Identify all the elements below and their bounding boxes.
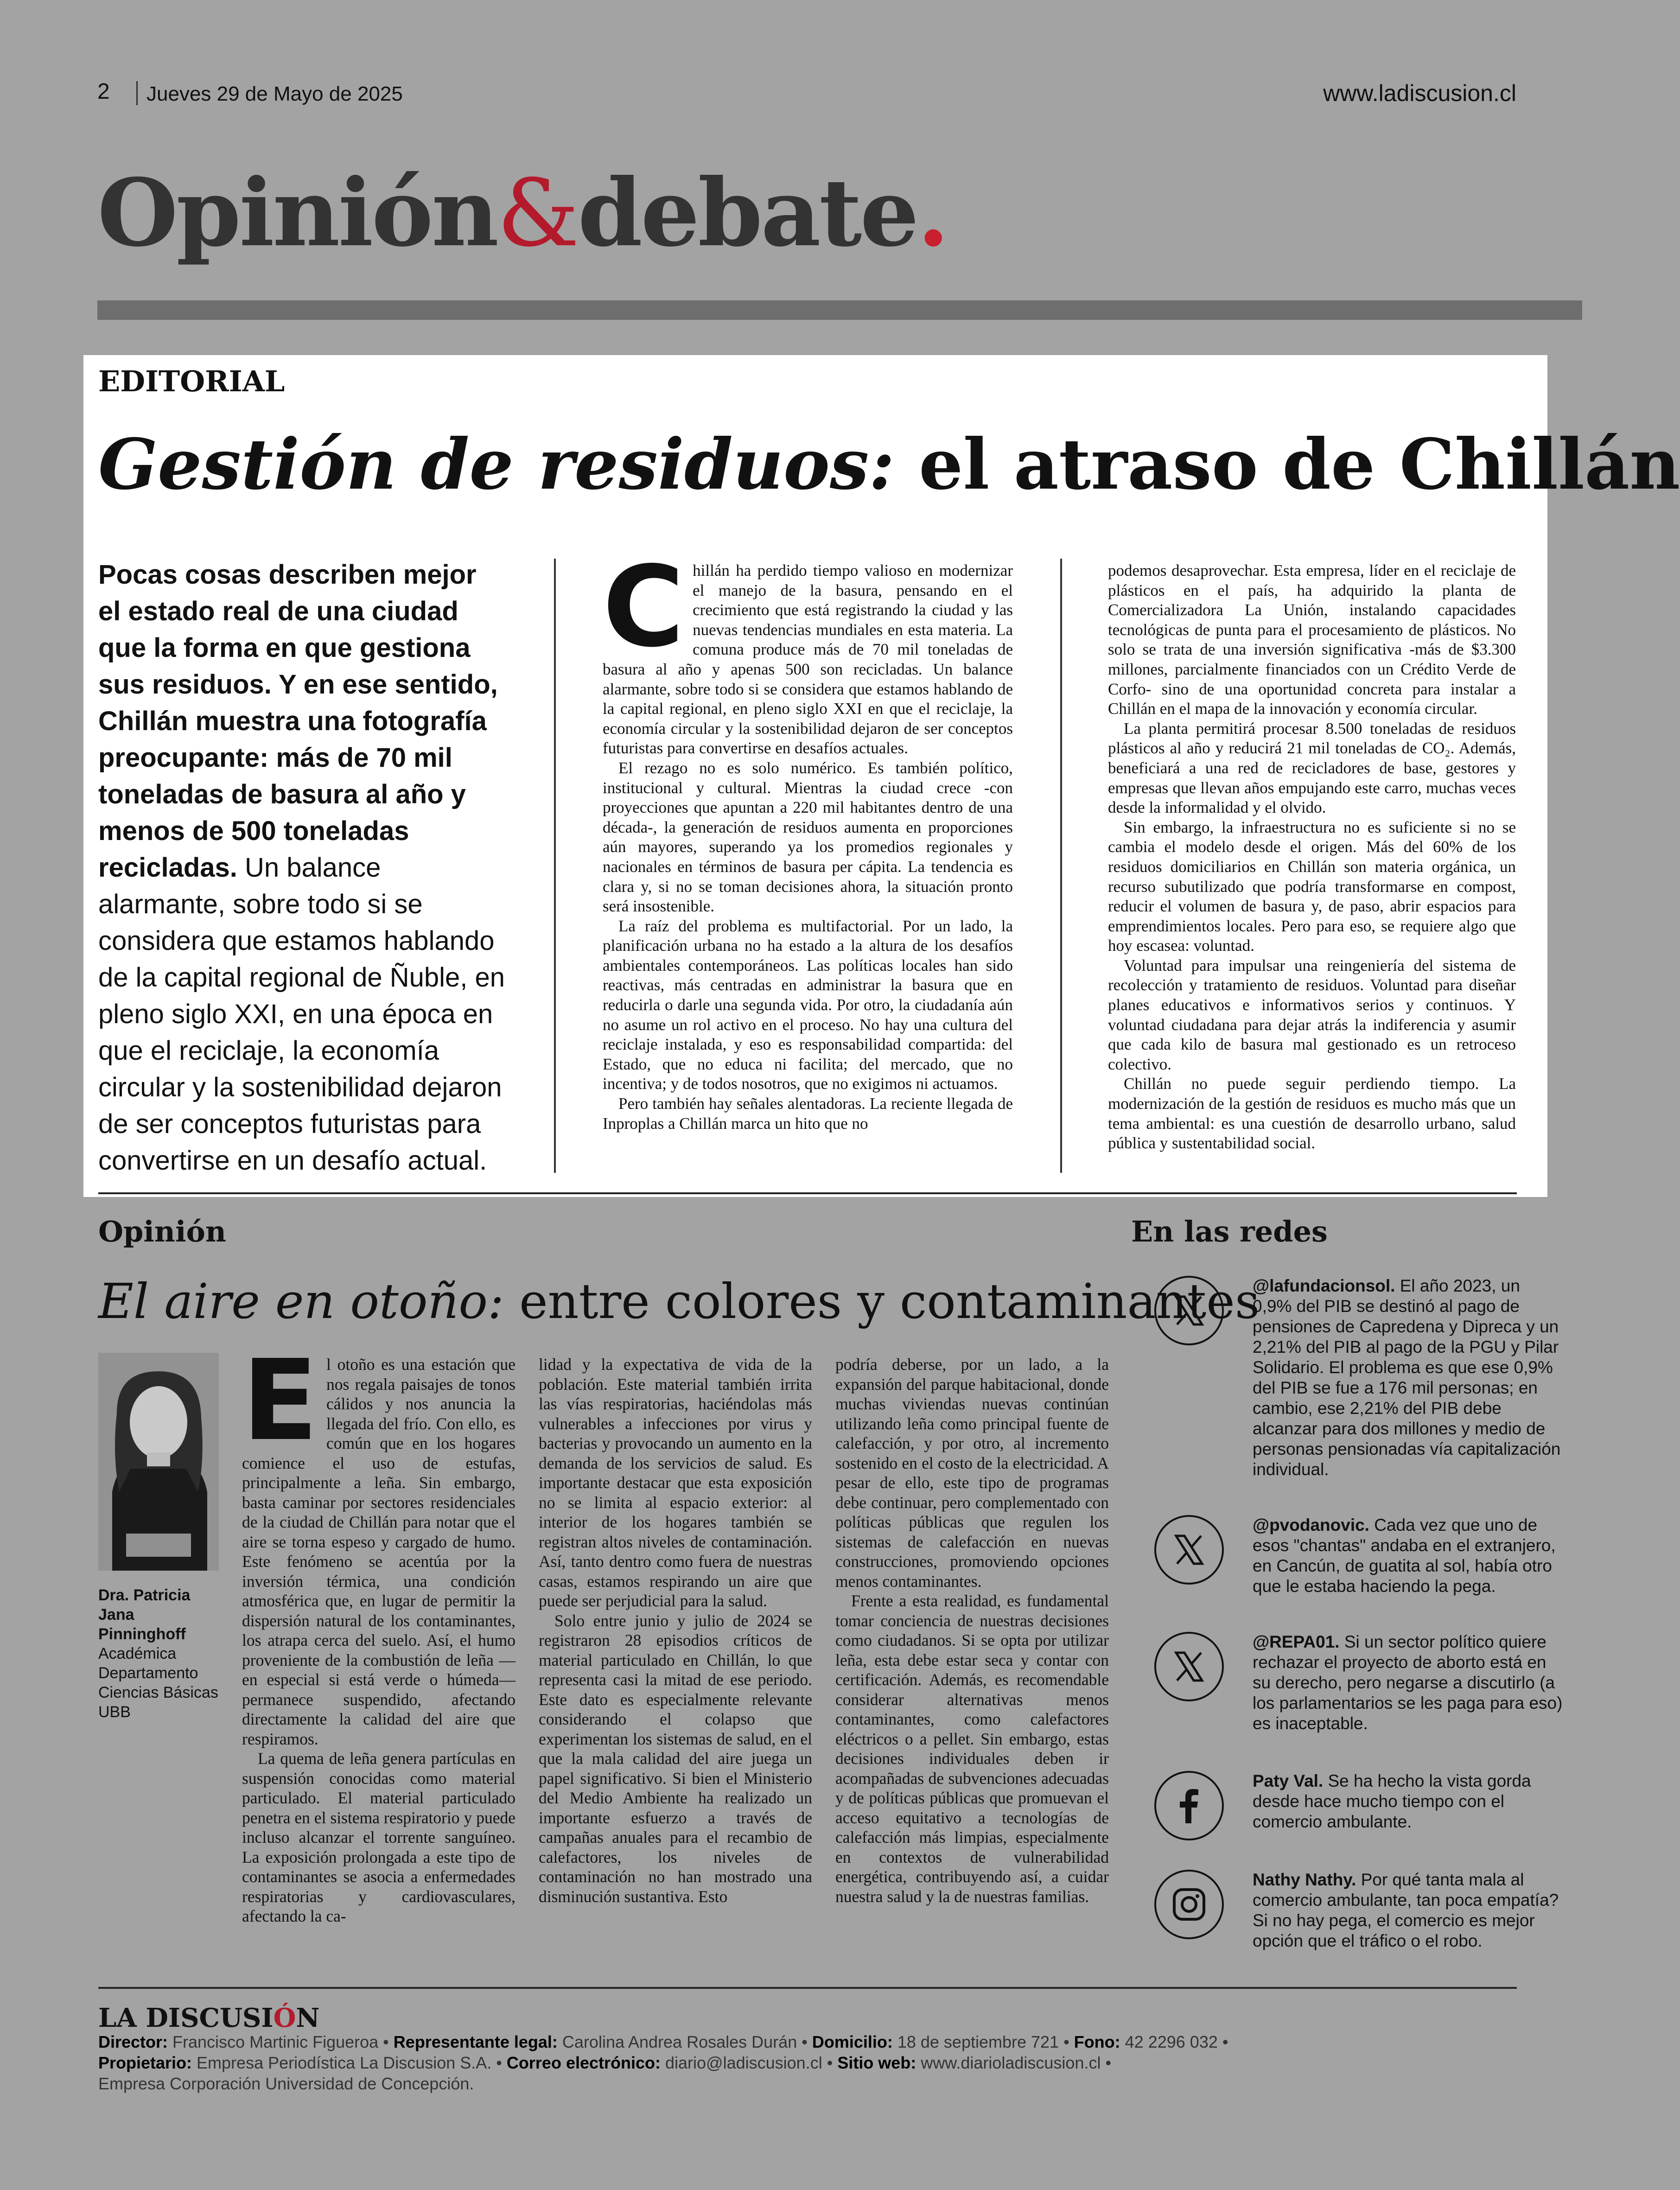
post-handle: Paty Val. [1253,1771,1324,1790]
editorial-paragraph: podemos desaprovechar. Esta empresa, líder en el reciclaje de plásticos en el país, ha adquirido la planta de Comercializadora La Unión, instalando capacidades tecnológicas de punta para el procesamiento de plásticos. No solo se trata de una inversión significativa -más de $3.300 millones, parcialmente financiados con un Crédito Verde de Corfo- sino de una oportunidad concreta para instalar a Chillán en el mapa de la innovación y economía circular. [1108,561,1516,718]
footer-line-1 [98,2031,1559,2052]
post-text: El año 2023, un 0,9% del PIB se destinó al pago de pensiones de Capredena y Dipreca y un 2,21% del PIB al pago de la PGU y Pilar Solidario. El problema es que ese 0,9% del PIB se fue a 176 mil personas; en cambio, ese 2,21% del PIB debe alcanzar para dos millones y medio de personas pensionadas vía capitalización individual. [1253,1276,1561,1479]
footer-line-3: Empresa Corporación Universidad de Concepción. [98,2074,474,2093]
footer-brand-pre: LA DISCUSI [98,2003,274,2033]
correo-label: Correo electrónico: [506,2053,661,2072]
section-title-dot: . [917,159,948,267]
column-divider [554,559,556,1173]
editorial-lead [98,556,506,1179]
x-icon [1154,1515,1224,1585]
editorial-paragraph: La planta permitirá procesar 8.500 toneladas de residuos plásticos al año y reducirá 21 mil toneladas de CO₂. Además, beneficiará a una red de recicladores de base, gestores y empresas que llevan años empujando este carro, muchas veces desde la informalidad y el olvido. [1108,719,1516,817]
section-rule [97,300,1582,320]
editorial-lead-bold: Pocas cosas describen mejor el estado real de una ciudad que la forma en que gestiona sus residuos. Y en ese sentido, Chillán muestra una fotografía preocupante: más de 70 mil toneladas de basura al año y menos de 500 toneladas recicladas. [98,560,498,883]
propietario-label: Propietario: [98,2053,192,2072]
section-title-part1: Opinión [97,159,497,267]
opinion-label: Opinión [98,1215,226,1248]
post-handle: @REPA01. [1253,1632,1340,1651]
post-handle: Nathy Nathy. [1253,1870,1356,1889]
editorial-paragraph: La raíz del problema es multifactorial. Por un lado, la planificación urbana no ha estado a la altura de los desafíos ambientales contemporáneos. Las políticas locales han sido reactivas, más centradas en administrar la basura que en reducirla o darle una segunda vida. Por otro, la ciudadanía aún no asume un rol activo en el proceso. No hay una cultura del reciclaje instalada, y eso es responsabilidad compartida: del Estado, que no educa ni facilita; del mercado, que no incentiva; y de todos nosotros, que no exigimos ni actuamos. [603,917,1013,1093]
facebook-icon [1154,1771,1224,1840]
editorial-paragraph: Sin embargo, la infraestructura no es suficiente si no se cambia el modelo desde el origen. Más del 60% de los residuos domiciliarios en Chillán son materia orgánica, un recurso subutilizado que podría transformarse en compost, reducir el volumen de basura y, de paso, abrir espacios para emprendimientos locales. Pero para eso, se requiere algo que hoy escasea: voluntad. [1108,818,1516,955]
editorial-dropcap: C [603,542,685,672]
author-name: Dra. Patricia Jana Pinninghoff [98,1586,191,1643]
editorial-headline [98,424,1680,505]
opinion-column-3 [835,1355,1109,1906]
footer-brand-o: Ó [273,2003,296,2033]
x-icon [1154,1632,1224,1701]
footer-credits [98,2031,1559,2094]
domicilio-value: 18 de septiembre 721 • [892,2032,1074,2051]
author-info [98,1585,223,1722]
column-divider [1060,559,1062,1173]
website-link[interactable]: www.ladiscusion.cl [1323,80,1516,106]
section-title-amp: & [497,159,578,267]
opinion-headline-italic: El aire en otoño: [98,1273,504,1330]
sitio-link[interactable]: www.diarioladiscusion.cl • [916,2053,1112,2072]
fono-label: Fono: [1074,2032,1120,2051]
page-date: Jueves 29 de Mayo de 2025 [146,83,403,105]
editorial-paragraph: Chillán no puede seguir perdiendo tiempo. La modernización de la gestión de residuos es mucho más que un tema ambiental: es una cuestión de desarrollo urbano, salud pública y sustentabilidad social. [1108,1075,1516,1152]
footer-line-2 [98,2052,1559,2073]
opinion-dropcap: E [242,1336,318,1465]
rep-label: Representante legal: [393,2032,558,2051]
opinion-paragraph: La quema de leña genera partículas en suspensión conocidas como material particulado. El material particulado penetra en el sistema respiratorio y puede incluso alcanzar el torrente sanguíneo. La exposición prolongada a este tipo de contaminantes se asocia a enfermedades respiratorias y cardiovasculares, afectando la ca- [242,1749,515,1925]
opinion-column-2 [539,1355,812,1906]
author-role: Académica Departamento Ciencias Básicas UBB [98,1645,218,1721]
director-value: Francisco Martinic Figueroa • [168,2032,394,2051]
instagram-icon [1154,1870,1224,1939]
editorial-headline-rest: el atraso de Chillán [894,424,1680,505]
footer-brand-post: N [296,2003,320,2033]
domicilio-label: Domicilio: [812,2032,893,2051]
opinion-paragraph: Frente a esta realidad, es fundamental tomar conciencia de nuestras decisiones como ciudadanos. Si se opta por utilizar leña, esta debe estar seca y contar con certificación. Además, es recomendable considerar alternativas menos contaminantes, como calefactores eléctricos o a pellet. Sin embargo, estas decisiones individuales deben ir acompañadas de subvenciones adecuadas y de políticas públicas que promuevan el acceso equitativo a tecnologías de calefacción más limpias, especialmente en contextos de vulnerabilidad energética, contribuyendo así, a cuidar nuestra salud y la de nuestras familias. [835,1592,1109,1906]
editorial-paragraph: El rezago no es solo numérico. Es también político, institucional y cultural. Mientras la ciudad crece -con proyecciones que apuntan a 220 mil habitantes dentro de una década-, la generación de residuos aumenta en proporciones aún mayores, superando ya los promedios regionales y nacionales en términos de basura per cápita. La tendencia es clara y, si no se toman decisiones ahora, la situación pronto será insostenible. [603,758,1013,916]
editorial-column-3 [1108,561,1516,1153]
editorial-label: EDITORIAL [98,364,285,398]
section-title [97,159,948,267]
correo-link[interactable]: diario@ladiscusion.cl • [661,2053,838,2072]
editorial-bottom-rule [98,1192,1517,1194]
editorial-column-2 [603,542,1013,1133]
director-label: Director: [98,2032,168,2051]
fono-value: 42 2296 032 • [1120,2032,1228,2051]
post-handle: @pvodanovic. [1253,1515,1369,1534]
editorial-lead-rest: Un balance alarmante, sobre todo si se considera que estamos hablando de la capital regional de Ñuble, en pleno siglo XXI, en una época en que el reciclaje, la economía circular y la sostenibilidad dejaron de ser conceptos futuristas para convertirse en un desafío actual. [98,853,505,1176]
editorial-paragraph: Pero también hay señales alentadoras. La reciente llegada de Inproplas a Chillán marca un hito que no [603,1095,1013,1133]
x-icon [1154,1276,1224,1345]
post-text: Por qué tanta mala al comercio ambulante, tan poca empatía? Si no hay pega, el comercio es mejor opción que el tráfico o el robo. [1253,1870,1559,1950]
sitio-label: Sitio web: [837,2053,916,2072]
rep-value: Carolina Andrea Rosales Durán • [557,2032,812,2051]
editorial-headline-italic: Gestión de residuos: [98,424,895,505]
opinion-paragraph: l otoño es una estación que nos regala paisajes de tonos cálidos y nos anuncia la llegada del frío. Con ello, es común que en los hogares comience el uso de estufas, principalmente a leña. Sin embargo, basta caminar por sectores residenciales de la ciudad de Chillán para notar que el aire se torna espeso y cargado de humo. Este fenómeno se acentúa por la inversión térmica, una condición atmosférica que, en lugar de permitir la dispersión natural de los contaminantes, los atrapa cerca del suelo. Así, el humo proveniente de la combustión de leña —en especial si está verde o húmeda— permanece suspendido, afectando directamente la calidad del aire que respiramos. [242,1355,515,1748]
opinion-headline [98,1275,1260,1328]
post-text: Se ha hecho la vista gorda desde hace mucho tiempo con el comercio ambulante. [1253,1771,1531,1831]
propietario-value: Empresa Periodística La Discusion S.A. • [192,2053,507,2072]
editorial-paragraph: Voluntad para impulsar una reingeniería del sistema de recolección y tratamiento de residuos. Voluntad para diseñar planes educativos e informativos serios y continuos. Y voluntad ciudadana para dejar atrás la indiferencia y asumir que cada kilo de basura mal gestionado es un retroceso colectivo. [1108,956,1516,1073]
editorial-paragraph: hillán ha perdido tiempo valioso en modernizar el manejo de la basura, pensando en el crecimiento que está registrando la ciudad y las nuevas tendencias mundiales en esta materia. La comuna produce más de 70 mil toneladas de basura al año y apenas 500 son recicladas. Un balance alarmante, sobre todo si se considera que estamos hablando de la capital regional, en pleno siglo XXI en que el reciclaje, la economía circular y la sostenibilidad dejaron de ser conceptos futuristas para convertirse en desafíos actuales. [603,561,1013,758]
section-title-part2: debate [578,159,917,267]
opinion-paragraph: Solo entre junio y julio de 2024 se registraron 28 episodios críticos de material particulado en Chillán, lo que representa casi la mitad de ese periodo. Este dato es especialmente relevante considerando el colapso que experimentan los sistemas de salud, en el que la mala calidad del aire juega un papel significativo. Si bien el Ministerio del Medio Ambiente ha realizado un importante esfuerzo a través de campañas anuales para el recambio de calefactores, los niveles de contaminación no han mostrado una disminución sustantiva. Esto [539,1611,812,1906]
footer-rule [98,1987,1517,1989]
post-text: Si un sector político quiere rechazar el proyecto de aborto está en su derecho, pero negarse a discutirlo (a los parlamentarios se les paga para eso) es inaceptable. [1253,1632,1563,1733]
opinion-paragraph: lidad y la expectativa de vida de la población. Este material también irrita las vías respiratorias, haciéndolas más vulnerables a infecciones por virus y bacterias y provocando un aumento en la demanda de los servicios de salud. Es importante destacar que esta exposición no se limita al espacio exterior: al interior de los hogares también se registran altos niveles de contaminación. Así, tanto dentro como fuera de nuestras casas, estamos respirando un aire que puede ser perjudicial para la salud. [539,1355,812,1610]
opinion-column-1 [242,1336,515,1926]
page-number: 2 [97,79,110,104]
redes-label: En las redes [1131,1215,1328,1248]
post-text: Cada vez que uno de esos "chantas" andaba en el extranjero, en Cancún, de guatita al sol, había otro que le estaba haciendo la pega. [1253,1515,1556,1596]
post-handle: @lafundacionsol. [1253,1276,1395,1295]
footer-brand [98,2003,320,2033]
opinion-headline-rest: entre colores y contaminantes [504,1273,1260,1330]
header-divider [136,81,138,105]
opinion-paragraph: podría deberse, por un lado, a la expansión del parque habitacional, donde muchas viviendas nuevas continúan utilizando leña como principal fuente de calefacción, y por otro, al incremento sostenido en el costo de la electricidad. A pesar de ello, este tipo de programas debe continuar, pero complementado con políticas públicas que regulen los sistemas de calefacción en nuevas construcciones, promoviendo opciones menos contaminantes. [835,1355,1109,1591]
author-photo [98,1353,219,1571]
